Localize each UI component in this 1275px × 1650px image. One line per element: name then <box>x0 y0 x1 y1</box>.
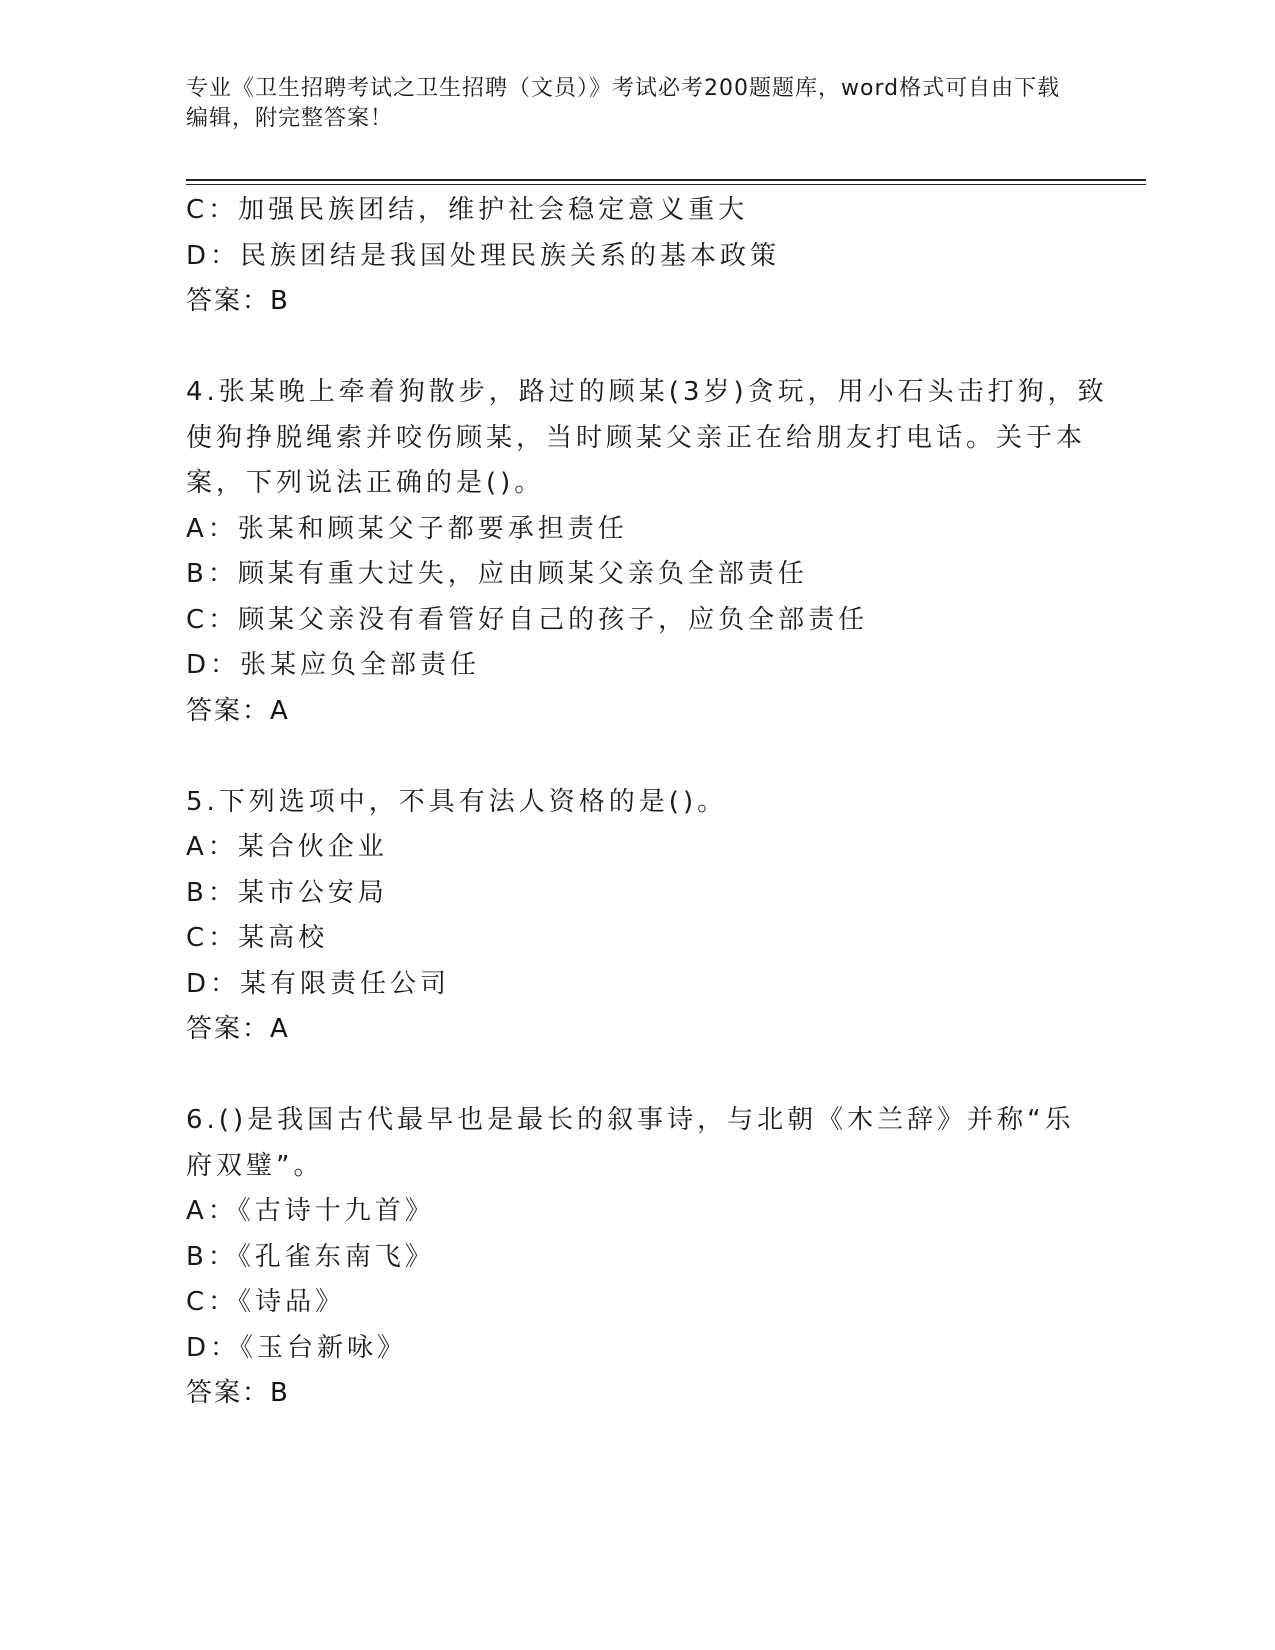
option-d: D：《玉台新咏》 <box>186 1332 408 1363</box>
question-stem-line: 5.下列选项中，不具有法人资格的是()。 <box>186 786 728 817</box>
answer-line: 答案：B <box>186 286 290 316</box>
answer-line: 答案：B <box>186 1378 290 1408</box>
question-content <box>186 188 1108 1417</box>
question-stem-line: 案，下列说法正确的是()。 <box>186 468 545 498</box>
spacer <box>186 1053 1086 1099</box>
document-header <box>186 74 1066 134</box>
question-stem-line: 6.()是我国古代最早也是最长的叙事诗，与北朝《木兰辞》并称“乐 <box>186 1105 1075 1135</box>
option-c: C：加强民族团结，维护社会稳定意义重大 <box>186 195 749 225</box>
header-rule-thick <box>186 179 1146 181</box>
spacer <box>186 734 1086 780</box>
option-b: B：《孔雀东南飞》 <box>186 1241 435 1272</box>
option-a: A：《古诗十九首》 <box>186 1196 435 1226</box>
option-b: B：顾某有重大过失，应由顾某父亲负全部责任 <box>186 559 808 589</box>
option-a: A：张某和顾某父子都要承担责任 <box>186 513 628 544</box>
question-stem-line: 4.张某晚上牵着狗散步，路过的顾某(3岁)贪玩，用小石头击打狗，致 <box>186 377 1108 407</box>
question-4 <box>186 370 1108 734</box>
option-c: C：某高校 <box>186 923 329 953</box>
option-d: D：某有限责任公司 <box>186 968 451 999</box>
carryover-question <box>186 188 1086 325</box>
option-d: D：民族团结是我国处理民族关系的基本政策 <box>186 240 781 271</box>
header-rule-thin <box>186 184 1146 185</box>
option-a: A：某合伙企业 <box>186 832 388 862</box>
option-b: B：某市公安局 <box>186 877 388 908</box>
option-c: C：《诗品》 <box>186 1287 346 1317</box>
question-6 <box>186 1098 1086 1417</box>
question-5 <box>186 780 1086 1053</box>
question-stem-line: 使狗挣脱绳索并咬伤顾某，当时顾某父亲正在给朋友打电话。关于本 <box>186 422 1087 453</box>
answer-line: 答案：A <box>186 695 290 726</box>
option-c: C：顾某父亲没有看管好自己的孩子，应负全部责任 <box>186 604 869 635</box>
spacer <box>186 325 1086 371</box>
option-d: D：张某应负全部责任 <box>186 650 481 680</box>
answer-line: 答案：A <box>186 1014 290 1044</box>
header-text: 专业《卫生招聘考试之卫生招聘（文员）》考试必考200题题库，word格式可自由下载编辑，附完整答案！ <box>186 76 1061 131</box>
question-stem-line: 府双璧”。 <box>186 1150 324 1181</box>
